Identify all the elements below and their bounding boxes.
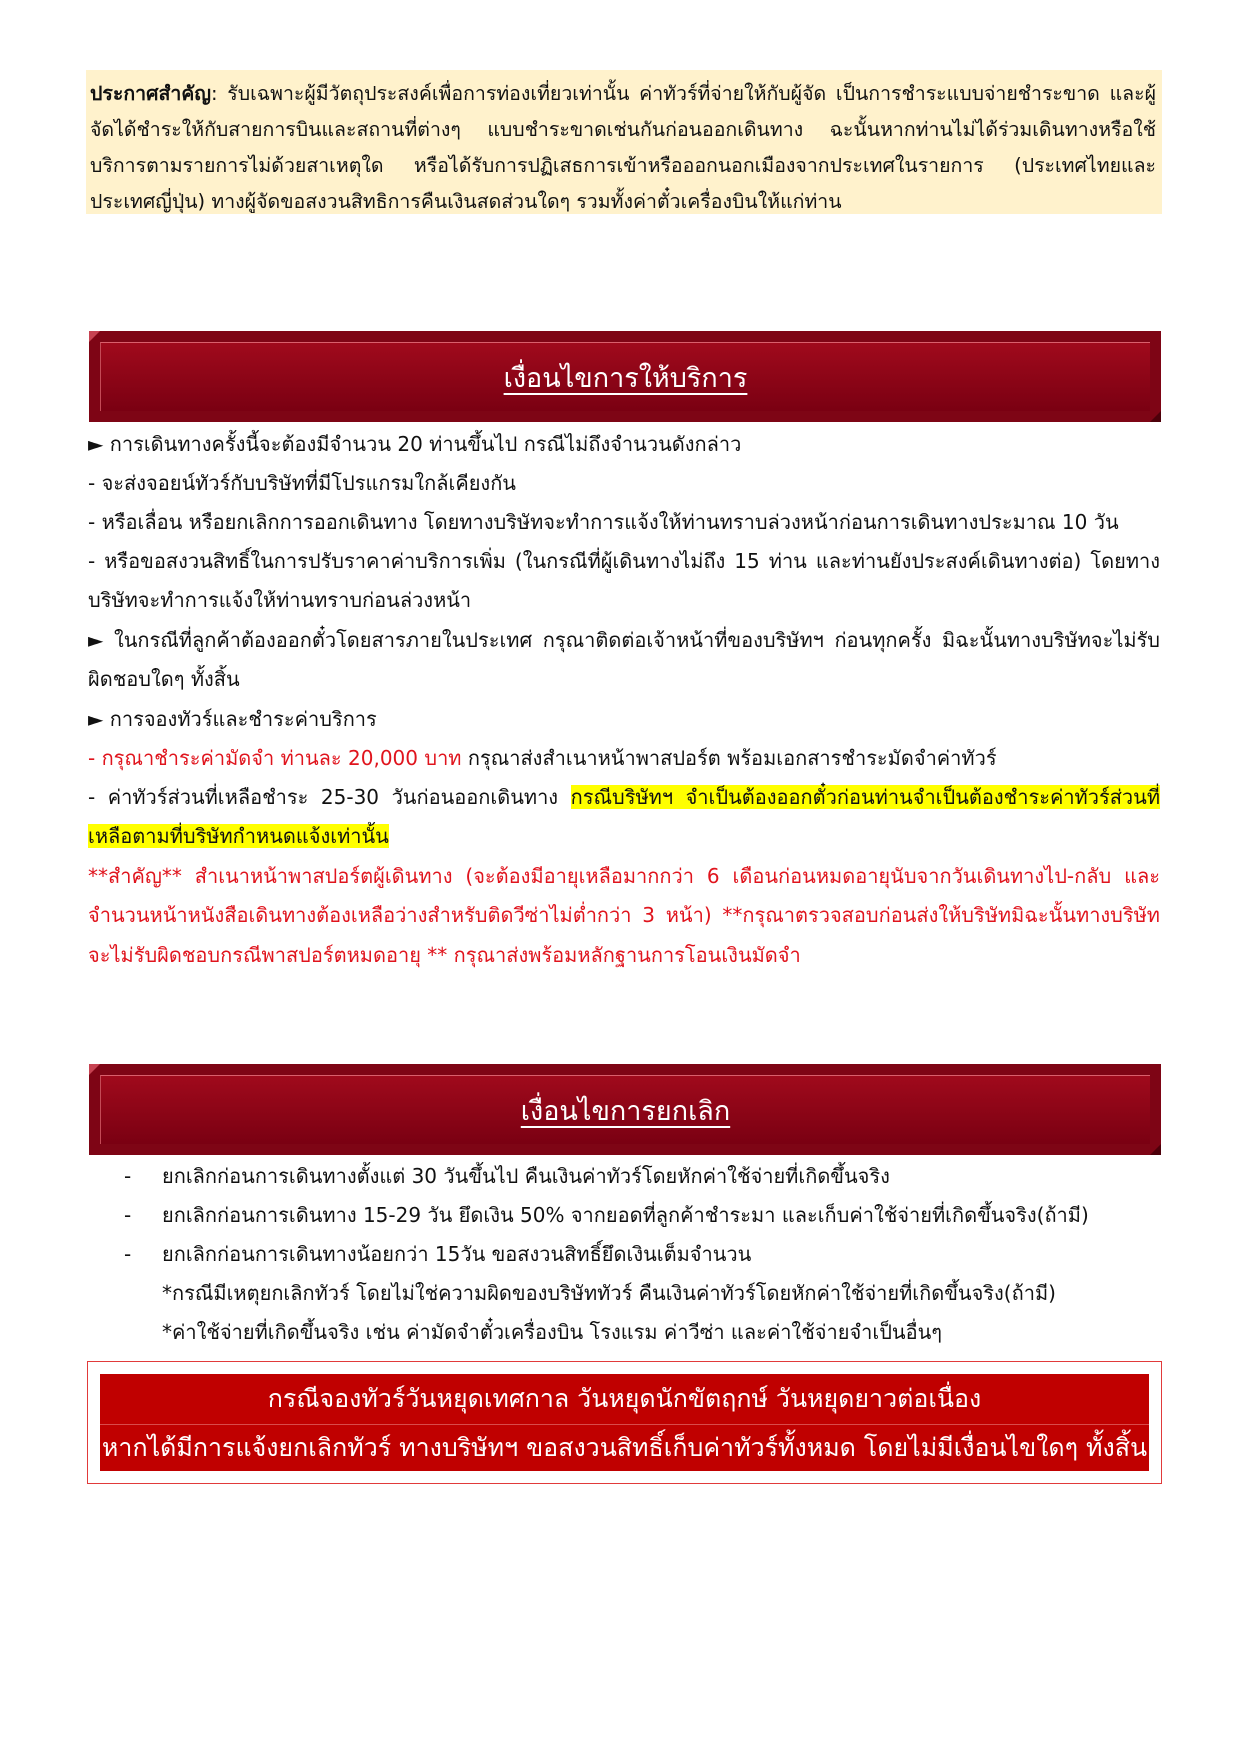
balance-line — [88, 778, 1160, 857]
service-line-5: ► ในกรณีที่ลูกค้าต้องออกตั๋วโดยสารภายในประเทศ กรุณาติดต่อเจ้าหน้าที่ของบริษัทฯ ก่อนทุกครั้ง มิฉะนั้นทางบริษัทจะไม่รับผิดชอบใดๆ ทั้งสิ้น — [88, 628, 1160, 692]
holiday-notice-box — [87, 1361, 1162, 1484]
bullet-dash: - — [124, 1164, 132, 1188]
deposit-line — [88, 739, 1160, 778]
cancellation-note-text: *กรณีมีเหตุยกเลิกทัวร์ โดยไม่ใช่ความผิดของบริษัททัวร์ คืนเงินค่าทัวร์โดยหักค่าใช้จ่ายที่เกิดขึ้นจริง(ถ้ามี) — [162, 1281, 1056, 1305]
service-line-4: - หรือขอสงวนสิทธิ์ในการปรับราคาค่าบริการเพิ่ม (ในกรณีที่ผู้เดินทางไม่ถึง 15 ท่าน และท่านยังประสงค์เดินทางต่อ) โดยทางบริษัทจะทำการแจ้งให้ท่านทราบก่อนล่วงหน้า — [88, 549, 1160, 613]
cancellation-item-text: ยกเลิกก่อนการเดินทางตั้งแต่ 30 วันขึ้นไป คืนเงินค่าทัวร์โดยหักค่าใช้จ่ายที่เกิดขึ้นจริง — [162, 1164, 890, 1188]
bullet-dash: - — [124, 1242, 132, 1266]
service-conditions-banner — [89, 331, 1161, 422]
service-line-6: ► การจองทัวร์และชำระค่าบริการ — [88, 707, 377, 731]
deposit-red-text: - กรุณาชำระค่ามัดจำ ท่านละ 20,000 บาท — [88, 746, 462, 770]
cancellation-item-text: ยกเลิกก่อนการเดินทางน้อยกว่า 15วัน ขอสงวนสิทธิ์ยึดเงินเต็มจำนวน — [162, 1242, 752, 1266]
deposit-rest-text: กรุณาส่งสำเนาหน้าพาสปอร์ต พร้อมเอกสารชำระมัดจำค่าทัวร์ — [461, 746, 997, 770]
cancellation-conditions-title: เงื่อนไขการยกเลิก — [520, 1095, 731, 1127]
notice-text: : รับเฉพาะผู้มีวัตถุประสงค์เพื่อการท่องเที่ยวเท่านั้น ค่าทัวร์ที่จ่ายให้กับผู้จัด เป็นการชำระแบบจ่ายชำระขาด และผู้จัดได้ชำระให้กับสายการบินและสถานที่ต่างๆ แบบชำระขาดเช่นกันก่อนออกเดินทาง ฉะนั้นหากท่านไม่ได้ร่วมเดินทางหรือใช้บริการตามรายการไม่ด้วยสาเหตุใด หรือได้รับการปฏิเสธการเข้าหรือออกนอกเมืองจากประเทศในรายการ (ประเทศไทยและประเทศญี่ปุ่น) ทางผู้จัดขอสงวนสิทธิการคืนเงินสดส่วนใดๆ รวมทั้งค่าตั๋วเครื่องบินให้แก่ท่าน — [90, 82, 1156, 213]
balance-text: - ค่าทัวร์ส่วนที่เหลือชำระ 25-30 วันก่อนออกเดินทาง — [88, 785, 571, 809]
service-conditions-title: เงื่อนไขการให้บริการ — [503, 362, 748, 394]
bullet-dash: - — [124, 1203, 132, 1227]
balance-highlight: กรณีบริษัทฯ จำเป็นต้องออกตั๋วก่อนท่านจำเป็นต้องชำระค่าทัวร์ส่วนที่เหลือตามที่บริษัทกำหนดแจ้งเท่านั้น — [88, 785, 1160, 849]
holiday-notice-line-2: หากได้มีการแจ้งยกเลิกทัวร์ ทางบริษัทฯ ขอสงวนสิทธิ์เก็บค่าทัวร์ทั้งหมด โดยไม่มีเงื่อนไขใดๆ ทั้งสิ้น — [101, 1433, 1148, 1462]
service-line-3: - หรือเลื่อน หรือยกเลิกการออกเดินทาง โดยทางบริษัทจะทำการแจ้งให้ท่านทราบล่วงหน้าก่อนการเดินทางประมาณ 10 วัน — [88, 510, 1119, 534]
passport-note: **สำคัญ** สำเนาหน้าพาสปอร์ตผู้เดินทาง (จะต้องมีอายุเหลือมากกว่า 6 เดือนก่อนหมดอายุนับจากวันเดินทางไป-กลับ และจำนวนหน้าหนังสือเดินทางต้องเหลือว่างสำหรับติดวีซ่าไม่ต่ำกว่า 3 หน้า) **กรุณาตรวจสอบก่อนส่งให้บริษัทมิฉะนั้นทางบริษัทจะไม่รับผิดชอบกรณีพาสปอร์ตหมดอายุ ** กรุณาส่งพร้อมหลักฐานการโอนเงินมัดจำ — [88, 864, 1160, 967]
important-notice — [86, 70, 1162, 214]
cancellation-note-text: *ค่าใช้จ่ายที่เกิดขึ้นจริง เช่น ค่ามัดจำตั๋วเครื่องบิน โรงแรม ค่าวีซ่า และค่าใช้จ่ายจำเป็นอื่นๆ — [162, 1320, 943, 1344]
notice-label: ประกาศสำคัญ — [90, 82, 211, 105]
service-line-1: ► การเดินทางครั้งนี้จะต้องมีจำนวน 20 ท่านขึ้นไป กรณีไม่ถึงจำนวนดังกล่าว — [88, 432, 742, 456]
cancellation-conditions-banner — [89, 1064, 1161, 1155]
service-line-2: - จะส่งจอยน์ทัวร์กับบริษัทที่มีโปรแกรมใกล้เคียงกัน — [88, 471, 516, 495]
holiday-notice-line-1: กรณีจองทัวร์วันหยุดเทศกาล วันหยุดนักขัตฤกษ์ วันหยุดยาวต่อเนื่อง — [267, 1384, 982, 1413]
cancellation-item-text: ยกเลิกก่อนการเดินทาง 15-29 วัน ยึดเงิน 50% จากยอดที่ลูกค้าชำระมา และเก็บค่าใช้จ่ายที่เกิดขึ้นจริง(ถ้ามี) — [162, 1203, 1089, 1227]
